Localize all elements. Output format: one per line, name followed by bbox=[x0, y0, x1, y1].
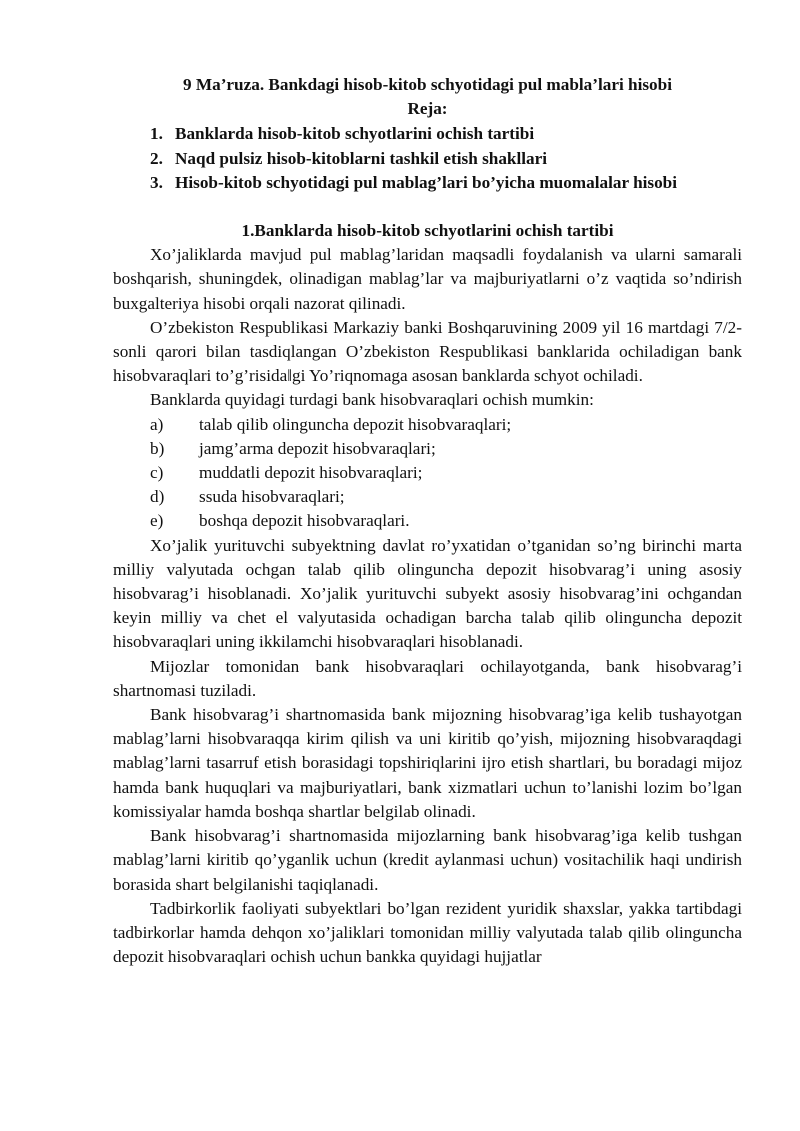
paragraph: Mijozlar tomonidan bank hisobvaraqlari ochilayotganda, bank hisobvarag’i shartnomasi tuziladi. bbox=[113, 656, 742, 700]
list-item-text: talab qilib olinguncha depozit hisobvaraqlari; bbox=[199, 414, 512, 434]
section-title: 1.Banklarda hisob-kitob schyotlarini ochish tartibi bbox=[241, 221, 614, 241]
list-item-marker: e) bbox=[150, 511, 164, 531]
plan-item-text: Hisob-kitob schyotidagi pul mablag’lari bo’yicha muomalalar hisobi bbox=[175, 172, 678, 192]
list-item-marker: b) bbox=[150, 438, 165, 458]
list-item-text: jamg’arma depozit hisobvaraqlari; bbox=[199, 438, 436, 458]
plan-item-number: 3. bbox=[150, 172, 163, 192]
list-item-marker: c) bbox=[150, 463, 164, 483]
list-item bbox=[113, 413, 742, 437]
account-types-list bbox=[113, 413, 742, 534]
list-item bbox=[113, 509, 742, 533]
paragraph: O’zbekiston Respublikasi Markaziy banki Boshqaruvining 2009 yil 16 martdagi 7/2-sonli qarori bilan tasdiqlangan O’zbekiston Respublikasi banklarida ochiladigan bank hisobvaraqlari to’g’risida‖gi Yo’riqnomaga asosan banklarda schyot ochiladi. bbox=[113, 317, 742, 386]
list-item bbox=[113, 461, 742, 485]
paragraph: Xo’jaliklarda mavjud pul mablag’laridan maqsadli foydalanish va ularni samarali boshqarish, shuningdek, olinadigan mablag’lar va majburiyatlarni o’z vaqtida so’ndirish buxgalteriya hisobi orqali nazorat qilinadi. bbox=[113, 245, 742, 313]
plan-item-text: Banklarda hisob-kitob schyotlarini ochish tartibi bbox=[175, 124, 535, 144]
plan-item bbox=[113, 171, 742, 195]
plan-list bbox=[113, 122, 742, 195]
plan-title: Reja: bbox=[407, 99, 448, 119]
list-item bbox=[113, 437, 742, 461]
list-item-text: ssuda hisobvaraqlari; bbox=[199, 487, 345, 507]
paragraph: Xo’jalik yurituvchi subyektning davlat ro’yxatidan o’tganidan so’ng birinchi marta milliy valyutada ochgan talab qilib olinguncha depozit hisobvarag’i uning asosiy hisobvarag’i hisoblanadi. Xo’jalik yurituvchi subyekt asosiy hisobvarag’ini ochgandan keyin milliy va chet el valyutasida ochadigan barcha talab qilib olinguncha depozit hisobvaraqlari uning ikkilamchi hisobvaraqlari hisoblanadi. bbox=[113, 535, 742, 652]
plan-item-text: Naqd pulsiz hisob-kitoblarni tashkil etish shakllari bbox=[175, 148, 548, 168]
plan-item bbox=[113, 122, 742, 146]
paragraph: Tadbirkorlik faoliyati subyektlari bo’lgan rezident yuridik shaxslar, yakka tartibdagi tadbirkorlar hamda dehqon xo’jaliklari tomonidan milliy valyutada talab qilib olinguncha depozit hisobvaraqlari ochish uchun bankka quyidagi hujjatlar bbox=[113, 898, 742, 967]
list-item-text: boshqa depozit hisobvaraqlari. bbox=[199, 511, 410, 531]
paragraph: Banklarda quyidagi turdagi bank hisobvaraqlari ochish mumkin: bbox=[150, 390, 594, 410]
plan-item-number: 2. bbox=[150, 148, 163, 168]
list-item bbox=[113, 485, 742, 509]
paragraph: Bank hisobvarag’i shartnomasida mijozlarning bank hisobvarag’iga kelib tushgan mablag’larni kiritib qo’yganlik uchun (kredit aylanmasi uchun) vositachilik haqi undirish borasida shart belgilanishi taqiqlanadi. bbox=[113, 826, 742, 894]
list-item-marker: a) bbox=[150, 414, 164, 434]
plan-item-number: 1. bbox=[150, 124, 163, 144]
paragraph: Bank hisobvarag’i shartnomasida bank mijozning hisobvarag’iga kelib tushayotgan mablag’larni hisobvaraqqa kirim qilish va uni kiritib qo’yish, mijozning hisobvaraqdagi mablag’larni tasarruf etish borasidagi topshiriqlarini ijro etish shartlari, bu boradagi mijoz hamda bank huquqlari va majburiyatlari, bank xizmatlari uchun to’lanishi lozim bo’lgan komissiyalar hamda boshqa shartlar belgilab olinadi. bbox=[113, 705, 742, 821]
plan-item bbox=[113, 147, 742, 171]
document-title: 9 Ma’ruza. Bankdagi hisob-kitob schyotidagi pul mabla’lari hisobi bbox=[183, 75, 672, 94]
list-item-marker: d) bbox=[150, 487, 165, 507]
list-item-text: muddatli depozit hisobvaraqlari; bbox=[199, 463, 423, 483]
